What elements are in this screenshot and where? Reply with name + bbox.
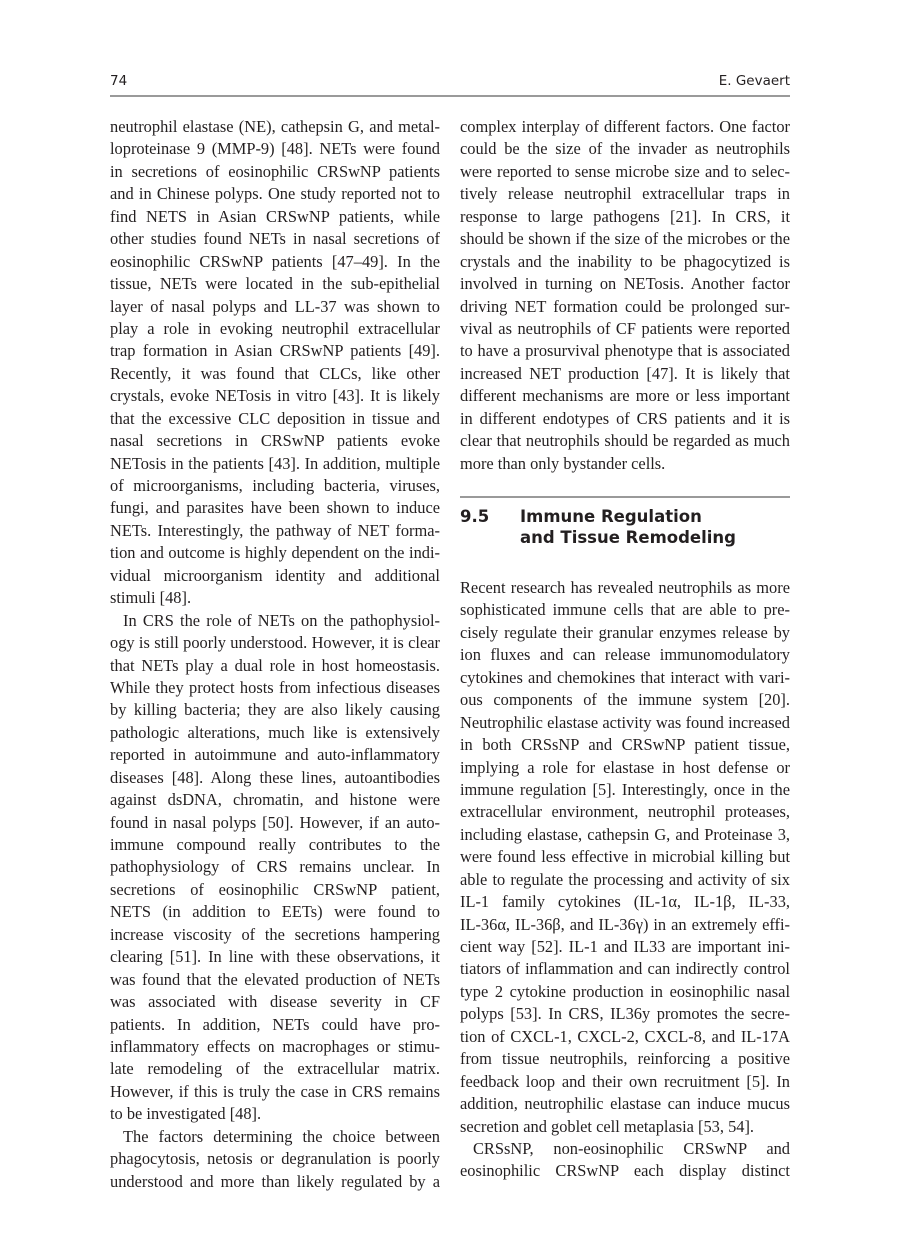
text-line: diseases [48]. Along these lines, autoantibodies (110, 767, 440, 787)
text-line: that the excessive CLC deposition in tissue and (110, 408, 440, 428)
text-line: should be shown if the size of the microbes or the (460, 229, 790, 249)
text-line: extracellular environment, neutrophil proteases, (460, 802, 790, 822)
text-line: pathophysiology of CRS remains unclear. In (110, 857, 440, 877)
right-column-intro-text (460, 116, 790, 475)
text-line: was associated with disease severity in CF (110, 992, 440, 1012)
text-line: play a role in evoking neutrophil extracellular (110, 318, 440, 338)
text-line: eosinophilic CRSwNP each display distinct (460, 1161, 790, 1181)
text-line: more than only bystander cells. (460, 453, 666, 473)
text-line: polyps [53]. In CRS, IL36y promotes the secre- (460, 1004, 790, 1024)
section-title (520, 506, 790, 548)
text-line: In CRS the role of NETs on the pathophysiol- (123, 610, 440, 630)
section-title-line-1: Immune Regulation (520, 507, 702, 526)
text-line: from tissue neutrophils, reinforcing a positive (460, 1049, 790, 1069)
text-line: response to large pathogens [21]. In CRS, it (460, 206, 790, 226)
text-line: increase viscosity of the secretions hampering (110, 924, 440, 944)
text-line: pathologic alterations, much like is extensively (110, 722, 440, 742)
text-line: that NETs play a dual role in host homeostasis. (110, 655, 440, 675)
text-line: understood and more than likely regulated by a (110, 1171, 440, 1191)
text-line: and in Chinese polyps. One study reported not to (110, 184, 440, 204)
text-line: IL-36α, IL-36β, and IL-36γ) in an extremely effi- (460, 914, 790, 934)
text-line: were found less effective in microbial killing but (460, 847, 790, 867)
text-line: driving NET formation could be prolonged sur- (460, 296, 790, 316)
text-line: secretions of eosinophilic CRSwNP patient, (110, 879, 440, 899)
text-line: layer of nasal polyps and LL-37 was shown to (110, 296, 440, 316)
text-line: able to regulate the processing and activity of six (460, 869, 790, 889)
text-line: by killing bacteria; they are also likely causing (110, 700, 440, 720)
text-line: IL-1 family cytokines (IL-1α, IL-1β, IL-33, (460, 892, 790, 912)
text-line: The factors determining the choice between (123, 1126, 440, 1146)
text-line: phagocytosis, netosis or degranulation is poorly (110, 1149, 440, 1169)
text-line: different mechanisms are more or less important (460, 386, 790, 406)
text-line: stimuli [48]. (110, 588, 192, 608)
text-line: involved in turning on NETosis. Another factor (460, 274, 790, 294)
text-line: feedback loop and their own recruitment [5]. In (460, 1071, 790, 1091)
text-line: including elastase, cathepsin G, and Proteinase 3, (460, 824, 790, 844)
text-line: of microorganisms, including bacteria, viruses, (110, 476, 440, 495)
text-line: sophisticated immune cells that are able to pre- (460, 600, 790, 620)
text-line: cytokines and chemokines that interact with vari- (460, 667, 790, 687)
text-line: were reported to sense microbe size and to selec- (460, 161, 790, 181)
text-line: eosinophilic CRSwNP patients [47–49]. In the (110, 251, 440, 271)
text-line: implying a role for elastase in host defense or (460, 757, 790, 777)
text-line: increased NET production [47]. It is likely that (460, 363, 790, 383)
running-header (110, 73, 790, 93)
text-line: crystals, evoke NETosis in vitro [43]. It is likely (110, 386, 440, 406)
text-line: clear that neutrophils should be regarded as much (460, 431, 790, 451)
left-column (110, 116, 440, 1193)
text-line: tively release neutrophil extracellular traps in (460, 184, 790, 204)
text-line: in different endotypes of CRS patients and it is (460, 408, 790, 428)
text-line: CRSsNP, non-eosinophilic CRSwNP and (473, 1138, 790, 1158)
text-line: ous components of the immune system [20]. (460, 690, 790, 710)
text-line: immune compound really contributes to the (110, 835, 440, 854)
text-line: ogy is still poorly understood. However, it is clear (110, 633, 440, 653)
text-line: Recent research has revealed neutrophils as more (460, 578, 790, 597)
header-rule (110, 95, 790, 97)
text-line: loproteinase 9 (MMP-9) [48]. NETs were found (110, 139, 440, 159)
text-line: addition, neutrophilic elastase can induce mucus (460, 1094, 790, 1114)
text-line: cient way [52]. IL-1 and IL33 are important ini- (460, 937, 790, 956)
text-line: fungi, and parasites have been shown to induce (110, 498, 440, 518)
text-line: NETosis in the patients [43]. In addition, multiple (110, 453, 440, 473)
text-line: was found that the elevated production of NETs (110, 969, 440, 989)
text-line: However, if this is truly the case in CRS remains (110, 1081, 440, 1101)
section-title-line-2: and Tissue Remodeling (520, 528, 736, 547)
text-line: reported in autoimmune and auto-inflammatory (110, 745, 440, 765)
text-line: to be investigated [48]. (110, 1104, 262, 1124)
running-head-author: E. Gevaert (718, 73, 790, 89)
text-line: cisely regulate their granular enzymes release by (460, 622, 790, 642)
text-line: type 2 cytokine production in eosinophilic nasal (460, 981, 790, 1001)
text-line: clearing [51]. In line with these observations, it (110, 947, 440, 967)
section-body-text (460, 577, 790, 1183)
text-line: NETS (in addition to EETs) were found to (110, 902, 440, 922)
section-rule (460, 496, 790, 498)
text-line: ion fluxes and can release immunomodulatory (460, 645, 790, 665)
text-line: nasal secretions in CRSwNP patients evoke (110, 431, 440, 451)
text-line: While they protect hosts from infectious diseases (110, 677, 440, 697)
section-heading (460, 506, 790, 560)
text-line: neutrophil elastase (NE), cathepsin G, and metal- (110, 117, 440, 136)
text-line: find NETS in Asian CRSwNP patients, while (110, 206, 440, 226)
text-line: against dsDNA, chromatin, and histone were (110, 790, 440, 810)
text-line: NETs. Interestingly, the pathway of NET forma- (110, 520, 440, 540)
text-line: other studies found NETs in nasal secretions of (110, 229, 440, 249)
page-number: 74 (110, 73, 128, 89)
text-line: immune regulation [5]. Interestingly, once in the (460, 779, 790, 799)
text-line: patients. In addition, NETs could have pro- (110, 1014, 440, 1034)
section-number: 9.5 (460, 507, 490, 526)
text-line: to have a prosurvival phenotype that is associated (460, 341, 790, 361)
text-line: in secretions of eosinophilic CRSwNP patients (110, 161, 440, 181)
text-line: late remodeling of the extracellular matrix. (110, 1059, 440, 1079)
text-line: vidual microorganism identity and additional (110, 565, 440, 585)
text-line: tissue, NETs were located in the sub-epithelial (110, 274, 440, 294)
text-line: Neutrophilic elastase activity was found increased (460, 712, 790, 732)
text-line: crystals and the inability to be phagocytized is (460, 251, 790, 271)
text-line: trap formation in Asian CRSwNP patients [49]. (110, 341, 440, 361)
text-line: Recently, it was found that CLCs, like other (110, 363, 440, 383)
text-line: found in nasal polyps [50]. However, if an auto- (110, 812, 440, 832)
text-line: tion and outcome is highly dependent on the indi- (110, 543, 440, 563)
right-column (460, 116, 790, 1183)
text-line: could be the size of the invader as neutrophils (460, 139, 790, 159)
text-line: complex interplay of different factors. One factor (460, 117, 790, 136)
text-line: vival as neutrophils of CF patients were reported (460, 318, 790, 338)
text-line: tion of CXCL-1, CXCL-2, CXCL-8, and IL-17A (460, 1026, 790, 1046)
text-line: secretion and goblet cell metaplasia [53, 54]. (460, 1116, 755, 1136)
text-line: tiators of inflammation and can indirectly control (460, 959, 790, 979)
text-line: inflammatory effects on macrophages or stimu- (110, 1036, 440, 1056)
text-line: in both CRSsNP and CRSwNP patient tissue, (460, 735, 790, 755)
